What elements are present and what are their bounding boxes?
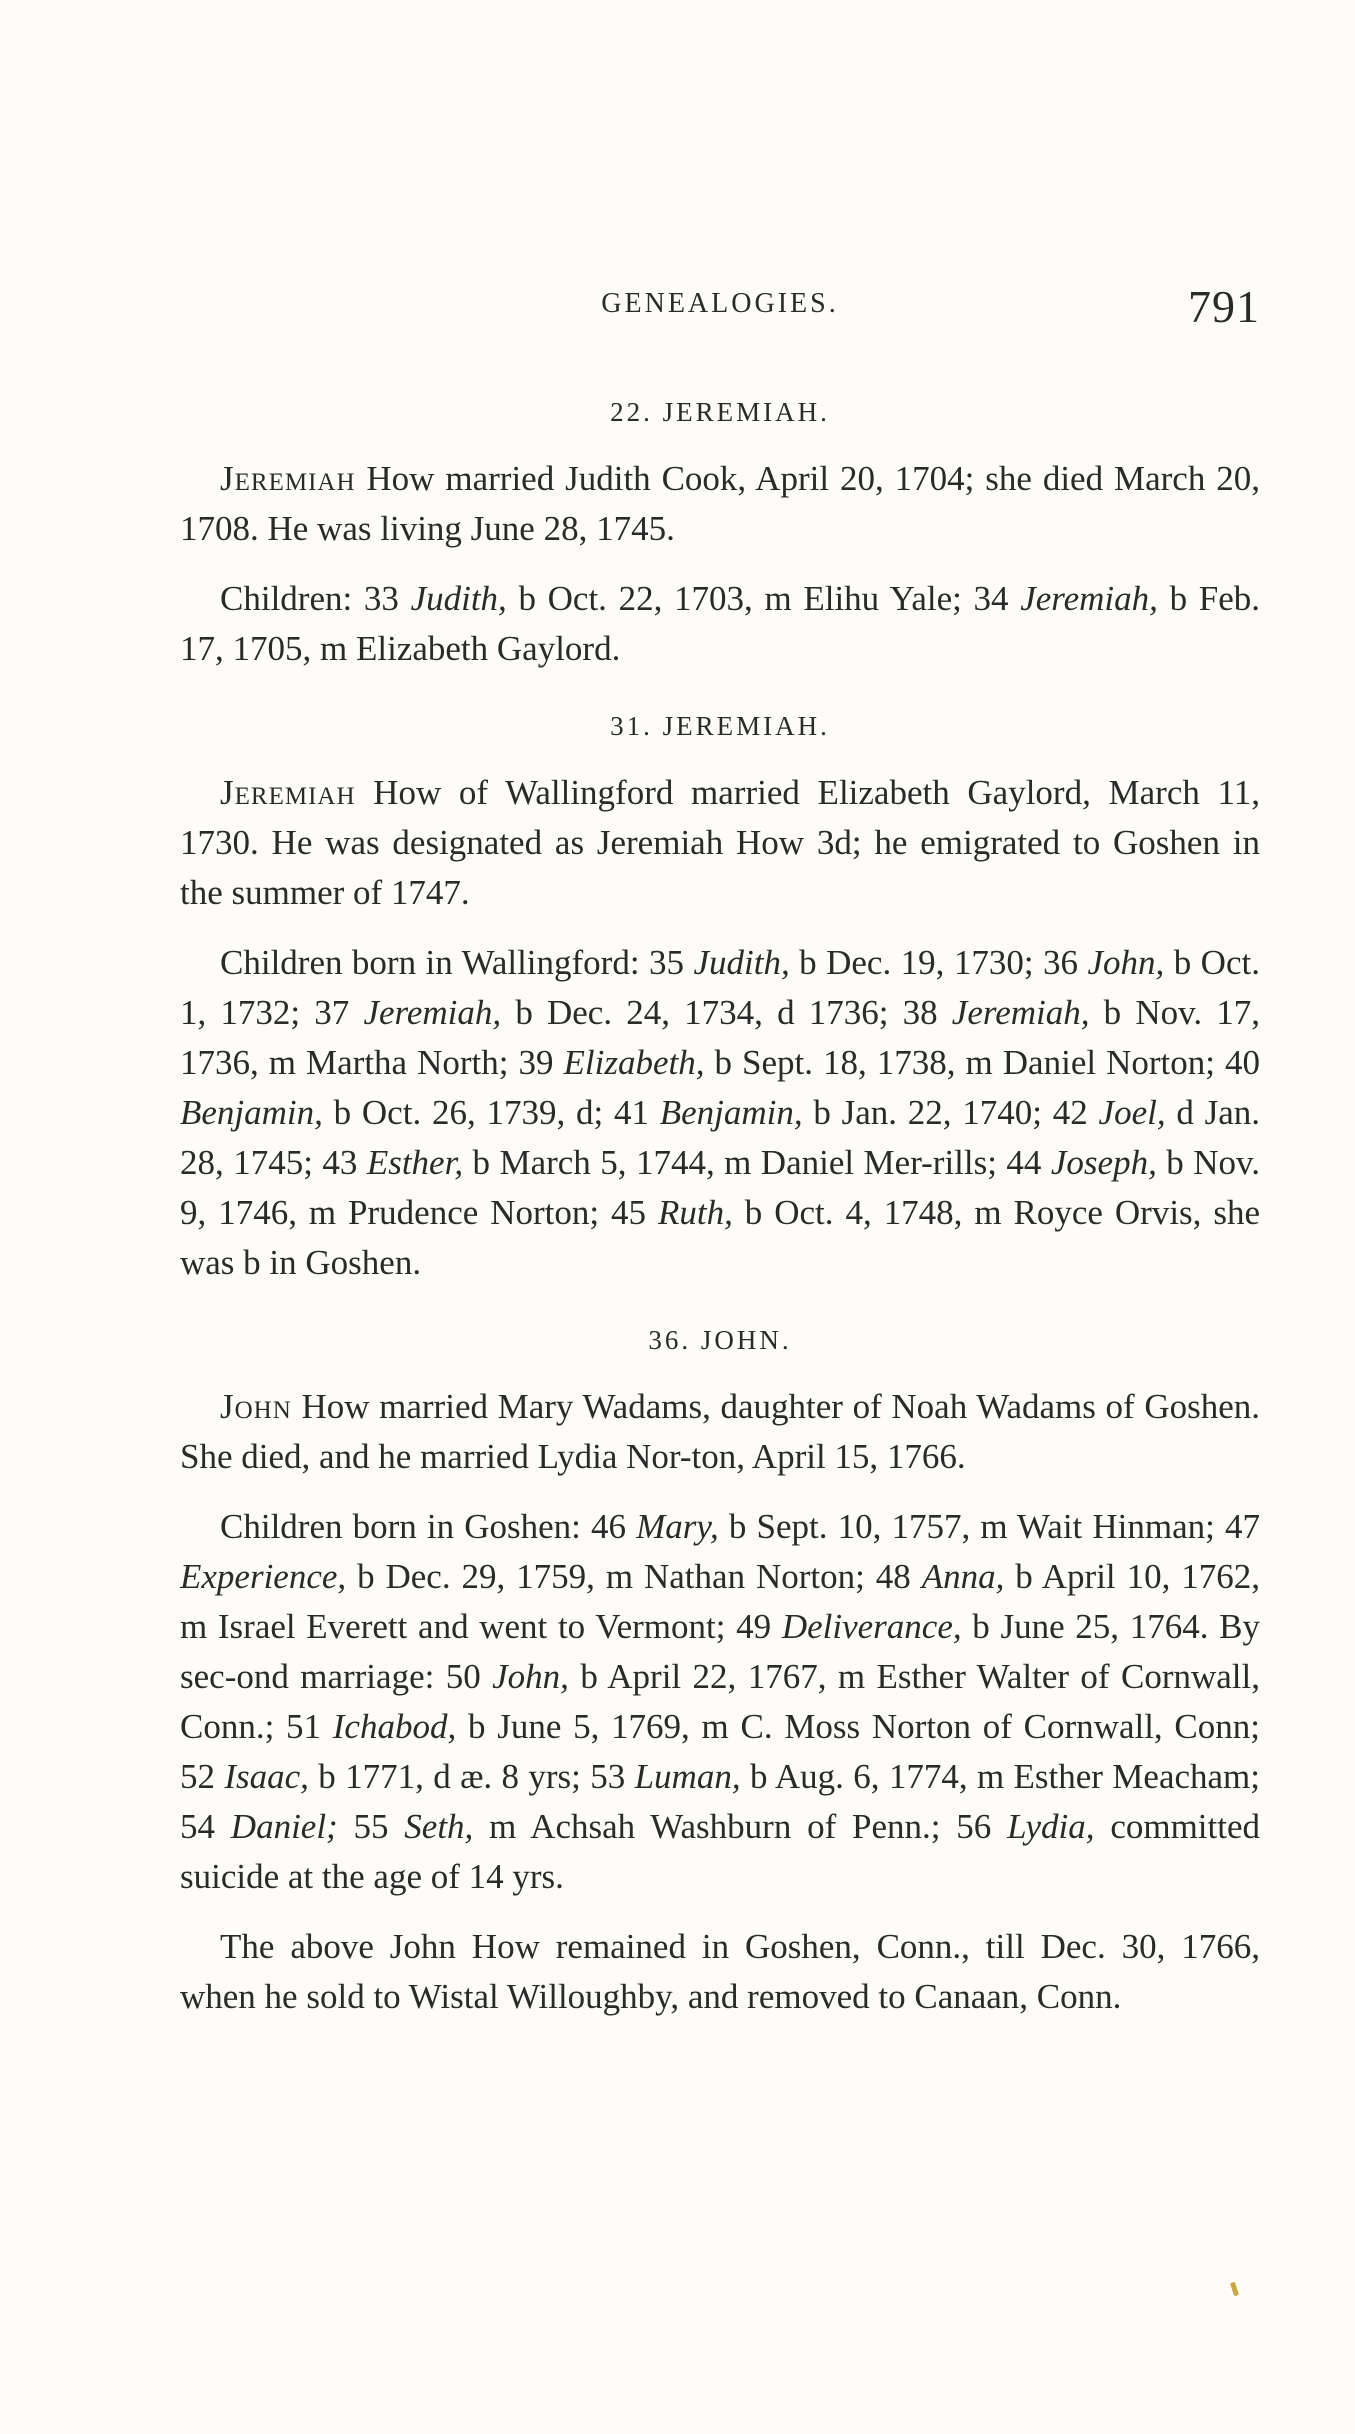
text-run: Children born in Wallingford: 35: [220, 943, 694, 982]
text-run: b Sept. 10, 1757, m Wait Hinman; 47: [718, 1507, 1260, 1546]
child-name: Luman,: [634, 1757, 741, 1796]
text-run: b 1771, d æ. 8 yrs; 53: [308, 1757, 635, 1796]
text-run: b Dec. 19, 1730; 36: [789, 943, 1088, 982]
running-head: [180, 280, 1260, 340]
text-run: b Aug. 6, 1774, m Esther Meacham; 54: [180, 1757, 1260, 1846]
book-page: [180, 0, 1260, 2434]
text-run: d Jan. 28, 1745; 43: [180, 1093, 1260, 1182]
text-run: b March 5, 1744, m Daniel Mer-rills; 44: [463, 1143, 1051, 1182]
child-name: Ichabod,: [332, 1707, 457, 1746]
paragraph: [180, 1922, 1260, 2022]
text-run: How of Wallingford married Elizabeth Gaylord, March 11, 1730. He was designated as Jeremiah How 3d; he emigrated to Goshen in the summer of 1747.: [180, 773, 1260, 912]
child-name: Anna,: [921, 1557, 1005, 1596]
running-title: GENEALOGIES.: [601, 288, 839, 319]
child-name: Ruth,: [658, 1193, 733, 1232]
section-heading: 31. JEREMIAH.: [610, 711, 830, 741]
text-run: b Oct. 1, 1732; 37: [180, 943, 1260, 1032]
text-run: Children: 33: [220, 579, 411, 618]
paragraph: [180, 454, 1260, 554]
text-run: b Nov. 9, 1746, m Prudence Norton; 45: [180, 1143, 1260, 1232]
section-heading: 36. JOHN.: [648, 1325, 792, 1355]
text-run: b Feb. 17, 1705, m Elizabeth Gaylord.: [180, 579, 1261, 668]
text-run: b Dec. 24, 1734, d 1736; 38: [501, 993, 952, 1032]
text-run: b Nov. 17, 1736, m Martha North; 39: [180, 993, 1260, 1082]
child-name: Benjamin,: [659, 1093, 803, 1132]
child-name: Elizabeth,: [563, 1043, 705, 1082]
child-name: John,: [492, 1657, 569, 1696]
text-run: b April 10, 1762, m Israel Everett and went to Vermont; 49: [180, 1557, 1260, 1646]
child-name: Jeremiah,: [951, 993, 1090, 1032]
text-run: b Dec. 29, 1759, m Nathan Norton; 48: [346, 1557, 922, 1596]
text-run: How married Mary Wadams, daughter of Noah Wadams of Goshen. She died, and he married Lydia Nor-ton, April 15, 1766.: [180, 1387, 1260, 1476]
text-run: How married Judith Cook, April 20, 1704; she died March 20, 1708. He was living June 28, 1745.: [180, 459, 1260, 548]
child-name: Mary,: [636, 1507, 719, 1546]
text-run: b June 5, 1769, m C. Moss Norton of Cornwall, Conn; 52: [180, 1707, 1260, 1796]
page-body: [180, 390, 1260, 2042]
child-name: Jeremiah,: [363, 993, 502, 1032]
child-name: Experience,: [180, 1557, 347, 1596]
child-name: Lydia,: [1007, 1807, 1095, 1846]
paragraph: [180, 574, 1260, 674]
text-run: committed suicide at the age of 14 yrs.: [180, 1807, 1261, 1896]
text-run: b Oct. 4, 1748, m Royce Orvis, she was b in Goshen.: [180, 1193, 1261, 1282]
text-run: b Sept. 18, 1738, m Daniel Norton; 40: [704, 1043, 1260, 1082]
paragraph: [180, 768, 1260, 918]
text-run: b Jan. 22, 1740; 42: [802, 1093, 1099, 1132]
child-name: Judith,: [410, 579, 507, 618]
text-run: Children born in Goshen: 46: [220, 1507, 637, 1546]
child-name: Joel,: [1098, 1093, 1166, 1132]
paragraph: [180, 1502, 1260, 1902]
entry-name: John: [220, 1387, 292, 1426]
text-run: b Oct. 22, 1703, m Elihu Yale; 34: [506, 579, 1021, 618]
child-name: Benjamin,: [180, 1093, 323, 1132]
text-run: b June 25, 1764. By sec-ond marriage: 50: [180, 1607, 1261, 1696]
paragraph: [180, 1382, 1260, 1482]
text-run: The above John How remained in Goshen, Conn., till Dec. 30, 1766, when he sold to Wistal Willoughby, and removed to Canaan, Conn.: [180, 1927, 1260, 2016]
text-run: m Achsah Washburn of Penn.; 56: [473, 1807, 1008, 1846]
child-name: Esther,: [366, 1143, 464, 1182]
child-name: Judith,: [693, 943, 790, 982]
child-name: Joseph,: [1050, 1143, 1157, 1182]
entry-name: Jeremiah: [220, 773, 356, 812]
text-run: 55: [337, 1807, 405, 1846]
child-name: John,: [1087, 943, 1165, 982]
child-name: Daniel;: [230, 1807, 338, 1846]
child-name: Deliverance,: [781, 1607, 962, 1646]
text-run: b Oct. 26, 1739, d; 41: [322, 1093, 660, 1132]
paragraph: [180, 938, 1260, 1288]
entry-name: Jeremiah: [220, 459, 356, 498]
page-number: 791: [1188, 281, 1260, 332]
child-name: Isaac,: [224, 1757, 309, 1796]
child-name: Seth,: [404, 1807, 474, 1846]
text-run: b April 22, 1767, m Esther Walter of Cornwall, Conn.; 51: [180, 1657, 1260, 1746]
child-name: Jeremiah,: [1020, 579, 1158, 618]
section-heading: 22. JEREMIAH.: [610, 397, 830, 427]
